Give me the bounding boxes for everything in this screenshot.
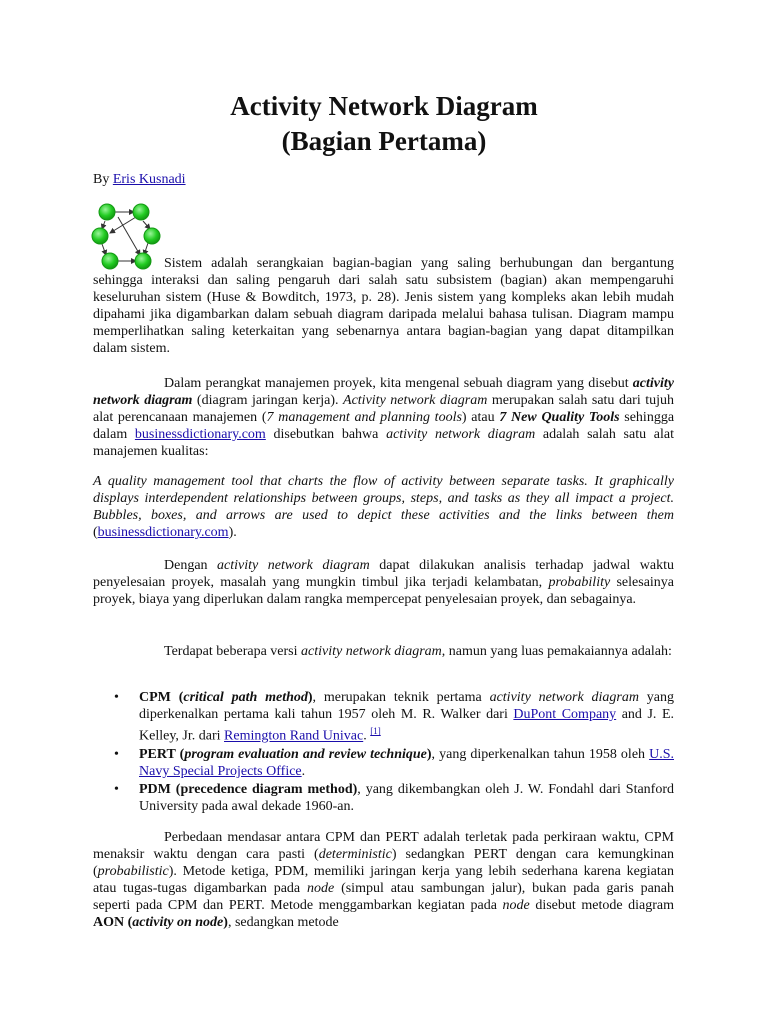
- businessdictionary-link[interactable]: businessdictionary.com: [97, 525, 229, 540]
- term: PDM (precedence diagram method): [139, 781, 358, 797]
- list-item-cpm: [93, 689, 674, 745]
- term: activity on node: [132, 915, 224, 930]
- remington-link[interactable]: Remington Rand Univac: [224, 728, 364, 744]
- emphasis: activity network diagram: [386, 427, 536, 442]
- text: (diagram jaringan kerja).: [192, 393, 344, 408]
- method-list: [93, 689, 674, 816]
- text: (: [93, 525, 98, 540]
- text: dapat dilakukan analisis terhadap jadwal waktu penyelesaian proyek, masalah yang mungkin timbul jika terjadi kelambatan,: [93, 558, 674, 590]
- bullet-icon: •: [114, 746, 119, 762]
- reference-link[interactable]: [1]: [370, 726, 381, 736]
- emphasis: node: [502, 898, 530, 913]
- term: PERT (: [139, 746, 185, 762]
- text: , namun yang luas pemakaiannya adalah:: [441, 644, 672, 659]
- byline-prefix: By: [93, 172, 113, 187]
- text: , merupakan teknik pertama: [312, 690, 490, 705]
- term: critical path method: [183, 690, 308, 705]
- list-item-pdm: [93, 781, 674, 815]
- text: , sedangkan metode: [227, 915, 339, 930]
- text: selesainya proyek, biaya yang diperlukan dalam rangka mempercepat penyelesaian proyek, dan sebagainya.: [93, 575, 675, 607]
- list-item-pert: [93, 746, 674, 780]
- term: CPM (: [139, 690, 184, 705]
- text: Perbedaan mendasar antara CPM dan PERT adalah terletak pada perkiraan waktu, CPM menaksir waktu dengan cara pasti (: [93, 830, 674, 862]
- navy-office-link[interactable]: U.S. Navy Special Projects Office: [139, 746, 674, 779]
- text: , yang dikembangkan oleh J. W. Fondahl dari Stanford University pada awal dekade 1960-an.: [139, 781, 675, 814]
- emphasis: activity network diagram: [301, 644, 442, 659]
- text: Dengan: [164, 558, 218, 573]
- quote-paragraph: [93, 473, 674, 541]
- text: .: [363, 728, 371, 744]
- bullet-icon: •: [114, 690, 119, 705]
- text: merupakan salah satu dari tujuh alat perencanaan manajemen (: [93, 393, 675, 425]
- text: and J. E. Kelley, Jr. dari: [139, 707, 675, 744]
- emphasis: 7 New Quality Tools: [499, 410, 620, 425]
- text: ).: [228, 525, 237, 540]
- text: (simpul atau sambungan jalur), bukan pada garis panah seperti pada CPM dan PERT. Metode menggambarkan kegiatan pada: [93, 881, 674, 913]
- paragraph-versions: [93, 643, 674, 660]
- text: ). Metode ketiga, PDM, memiliki jaringan kerja yang lebih sederhana karena kegiatan atau tugas-tugas digambarkan pada: [93, 864, 674, 896]
- paragraph-intro: [93, 255, 674, 357]
- term: AON (: [93, 915, 133, 930]
- emphasis: activity network diagram: [217, 558, 370, 573]
- businessdictionary-link[interactable]: businessdictionary.com: [134, 427, 266, 442]
- text: ) atau: [461, 410, 500, 425]
- text: yang diperkenalkan pertama kali tahun 1957 oleh M. R. Walker dari: [139, 690, 674, 722]
- text: Terdapat beberapa versi: [164, 644, 301, 659]
- emphasis: probability: [548, 575, 611, 590]
- paragraph-analysis: [93, 557, 674, 608]
- text: ) sedangkan PERT dengan cara kemungkinan (: [93, 847, 674, 879]
- bullet-icon: •: [114, 781, 119, 797]
- emphasis: deterministic: [318, 847, 392, 862]
- term: ): [223, 915, 228, 930]
- emphasis: activity network diagram: [93, 376, 674, 408]
- paragraph-comparison: [93, 829, 674, 931]
- term: ): [426, 746, 432, 762]
- term: program evaluation and review technique: [184, 746, 427, 762]
- text: disebut metode diagram: [529, 898, 674, 913]
- emphasis: 7 management and planning tools: [266, 410, 462, 425]
- emphasis: activity network diagram: [489, 690, 639, 705]
- text: Dalam perangkat manajemen proyek, kita mengenal sebuah diagram yang disebut: [164, 376, 633, 391]
- term: ): [307, 690, 313, 705]
- author-link[interactable]: Eris Kusnadi: [112, 172, 186, 187]
- page-subtitle: (Bagian Pertama): [281, 126, 487, 156]
- text: disebutkan bahwa: [265, 427, 387, 442]
- text: , yang diperkenalkan tahun 1958 oleh: [431, 746, 650, 762]
- paragraph-intro-text: Sistem adalah serangkaian bagian-bagian yang saling berhubungan dan bergantung sehingga interaksi dan saling pengaruh dari salah satu subsistem (bagian) akan mempengaruhi keseluruhan sistem (Huse & Bowditch, 1973, p. 28). Jenis sistem yang kompleks akan lebih mudah dipahami jika digambarkan dalam sebuah diagram daripada melalui bahasa tulisan. Diagram mampu memperlihatkan saling keterkaitan yang sebenarnya antara bagian-bagian yang dapat ditampilkan dalam sistem.: [93, 256, 674, 356]
- emphasis: probabilistic: [97, 864, 169, 879]
- dupont-link[interactable]: DuPont Company: [513, 707, 617, 722]
- emphasis: node: [307, 881, 335, 896]
- text: sehingga dalam: [93, 410, 675, 442]
- byline: [93, 172, 186, 188]
- page-title: Activity Network Diagram: [230, 91, 538, 121]
- emphasis: Activity network diagram: [343, 393, 488, 408]
- text: adalah salah satu alat manajemen kualitas:: [93, 427, 674, 459]
- paragraph-definition: [93, 375, 674, 460]
- quote-text: A quality management tool that charts the flow of activity between separate tasks. It graphically displays interdependent relationships between groups, steps, and tasks as they all impact a project. Bubbles, boxes, and arrows are used to depict these activities and the links between them: [93, 474, 674, 523]
- text: .: [301, 763, 306, 779]
